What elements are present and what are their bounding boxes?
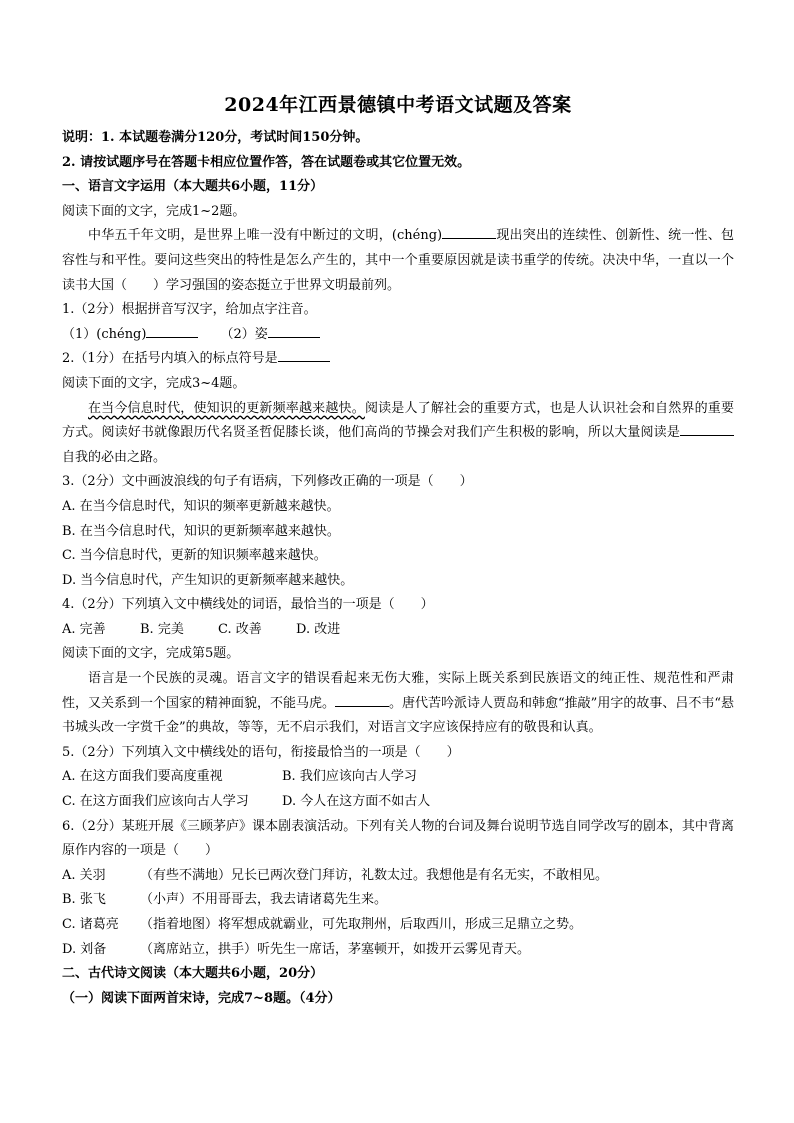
question-6-option-b [62,888,734,913]
passage-3 [62,667,734,741]
question-1-sub-1: （1）(chéng) [62,326,147,342]
section-1-heading: 一、语言文字运用（本大题共6小题，11分） [62,179,324,195]
question-4-option-c: C. 改善 [218,621,262,637]
page-title: 2024年江西景德镇中考语文试题及答案 [224,94,572,116]
question-6-option-a-label: A. 关羽 [62,867,106,883]
answer-blank [268,324,320,338]
answer-blank [335,693,389,707]
question-4-option-a: A. 完善 [62,621,106,637]
question-6-option-c-label: C. 诸葛亮 [62,917,119,932]
instruction-1: 说明：1. 本试题卷满分120分，考试时间150分钟。 [62,130,369,145]
reading-prompt-1: 阅读下面的文字，完成1~2题。 [62,203,246,219]
question-4-options [62,618,734,643]
wavy-underlined-sentence: 在当今信息时代，使知识的更新频率越来越快。 [88,400,365,416]
question-5: 5.（2分）下列填入文中横线处的语句，衔接最恰当的一项是（ ） [62,744,460,760]
question-5-option-b: B. 我们应该向古人学习 [282,769,417,785]
passage-1 [62,224,734,298]
reading-prompt-3: 阅读下面的文字，完成第5题。 [62,646,240,662]
passage-2-part-1: 阅读是人了解社会的重要方式，也是人认识社会和自然界的重要方式。阅读好书就像跟历代名贤圣哲促膝长谈，他们高尚的节操会对我们产生积极的影响，所以大量阅读是 [62,400,734,441]
question-6-option-a [62,864,734,889]
question-4-option-d: D. 改进 [296,621,341,637]
question-6-option-d-label: D. 刘备 [62,941,107,957]
answer-blank [680,422,734,436]
passage-3-part-1: 语言是一个民族的灵魂。语言文字的错误看起来无伤大雅，实际上既关系到民族语文的纯正性、规范性和严肃性，又关系到一个国家的精神面貌，不能马虎。 [62,671,734,711]
question-6-option-d [62,938,734,963]
question-6-option-b-text: （小声）不用哥哥去，我去请诸葛先生来。 [140,892,388,908]
question-3-option-a: A. 在当今信息时代，知识的频率更新越来越快。 [62,498,340,514]
passage-2 [62,397,734,471]
question-5-options-row-1 [62,765,734,790]
question-6-option-d-text: （离席站立，拱手）听先生一席话，茅塞顿开，如拨开云雾见青天。 [140,941,531,957]
question-5-option-d: D. 今人在这方面不如古人 [282,794,431,810]
question-5-option-a: A. 在这方面我们要高度重视 [62,769,223,785]
passage-3-part-2: 。唐代苦吟派诗人贾岛和韩愈“推敲”用字的故事、吕不韦“悬书城头改一字赏千金”的典故，等等，无不启示我们，对语言文字应该保持应有的敬畏和认真。 [62,695,734,736]
answer-blank [278,348,330,362]
instruction-2: 2. 请按试题序号在答题卡相应位置作答，答在试题卷或其它位置无效。 [62,154,471,170]
question-3-option-c: C. 当今信息时代，更新的知识频率越来越快。 [62,548,327,564]
answer-blank [146,324,198,338]
question-6-option-c [62,913,734,938]
passage-1-part-2: 现出突出的连续性、创新性、统一性、包容性与和平性。要问这些突出的特性是怎么产生的，其中一个重要原因就是读书重学的传统。决决中华，一直以一个读书大国（ ）学习强国的姿态挺立于世界文明最前列。 [62,228,734,293]
question-3-option-b: B. 在当今信息时代，知识的更新频率越来越快。 [62,523,340,539]
question-6-option-c-text: （指着地图）将军想成就霸业，可先取荆州，后取西川，形成三足鼎立之势。 [140,917,583,932]
answer-blank [442,225,496,239]
question-1: 1.（2分）根据拼音写汉字，给加点字注音。 [62,302,317,318]
question-6-option-b-label: B. 张飞 [62,892,106,908]
question-6-option-a-text: （有些不满地）兄长已两次登门拜访，礼数太过。我想他是有名无实，不敢相见。 [140,867,609,883]
question-5-option-c: C. 在这方面我们应该向古人学习 [62,794,249,810]
section-2-subheading: （一）阅读下面两首宋诗，完成7~8题。（4分） [62,990,341,1006]
question-1-sub-2: （2）姿 [220,326,268,342]
question-2-text: 2.（1分）在括号内填入的标点符号是 [62,351,278,367]
question-1-subitems [62,323,734,348]
reading-prompt-2: 阅读下面的文字，完成3~4题。 [62,375,246,391]
question-4: 4.（2分）下列填入文中横线处的词语，最恰当的一项是（ ） [62,597,434,613]
question-3: 3.（2分）文中画波浪线的句子有语病，下列修改正确的一项是（ ） [62,474,473,490]
question-2 [62,347,734,372]
passage-1-part-1: 中华五千年文明，是世界上唯一没有中断过的文明，(chéng) [88,228,443,244]
question-4-option-b: B. 完美 [140,621,184,637]
exam-page [62,92,734,1011]
section-2-heading: 二、古代诗文阅读（本大题共6小题，20分） [62,966,324,982]
question-6: 6.（2分）某班开展《三顾茅庐》课本剧表演活动。下列有关人物的台词及舞台说明节选自同学改写的剧本，其中背离原作内容的一项是（ ） [62,818,734,859]
question-5-options-row-2 [62,790,734,815]
question-3-option-d: D. 当今信息时代，产生知识的更新频率越来越快。 [62,572,354,588]
passage-2-part-2: 自我的必由之路。 [62,449,167,465]
